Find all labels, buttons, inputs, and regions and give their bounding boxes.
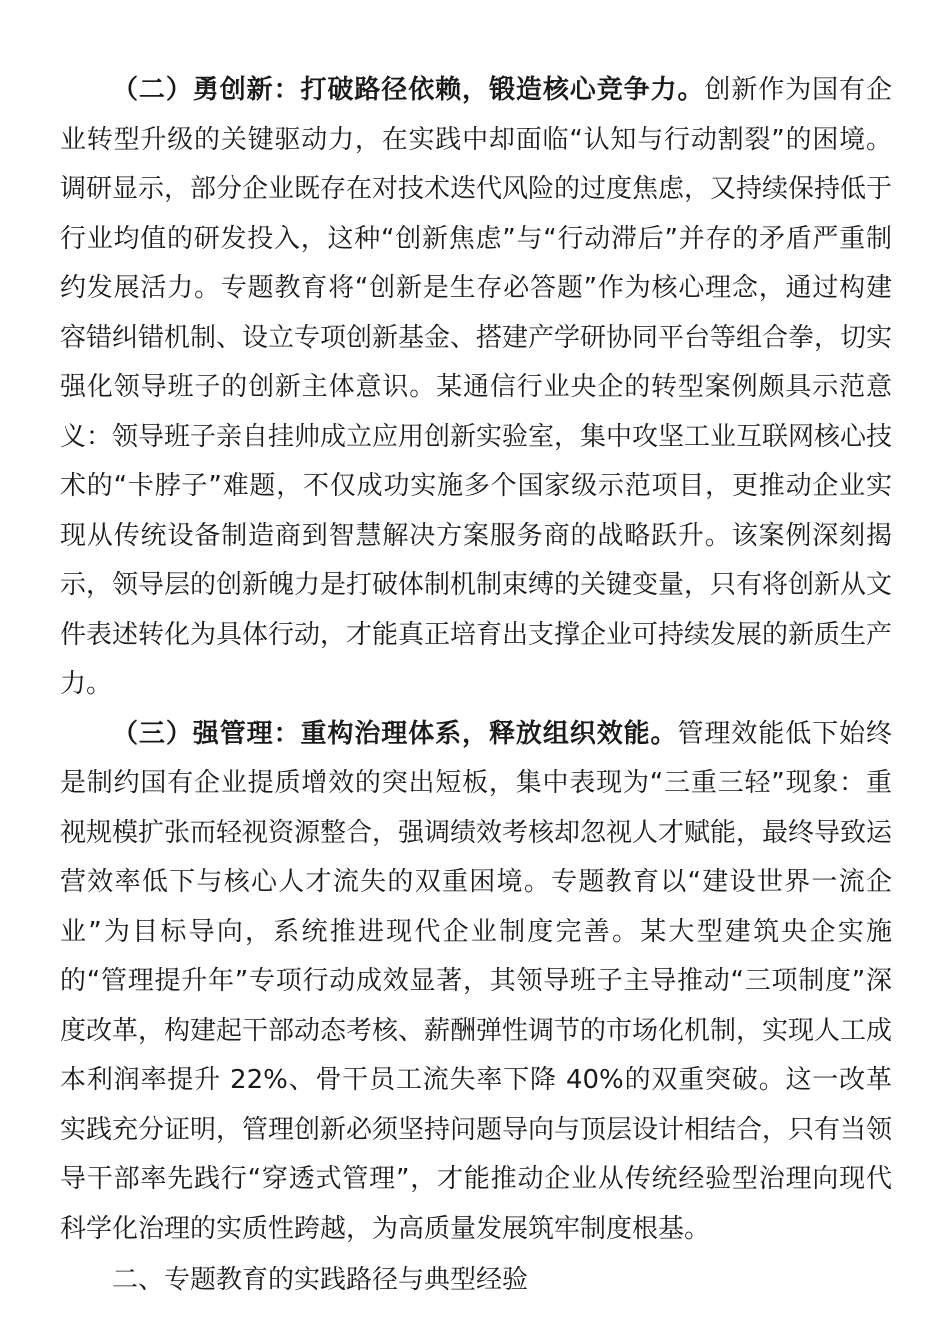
paragraph-innovation [60,66,892,710]
paragraph-body-management: 管理效能低下始终是制约国有企业提质增效的突出短板，集中表现为“三重三轻”现象：重视规模扩张而轻视资源整合，强调绩效考核却忽视人才赋能，最终导致运营效率低下与核心人才流失的双重困境。专题教育以“建设世界一流企业”为目标导向，系统推进现代企业制度完善。某大型建筑央企实施的“管理提升年”专项行动成效显著，其领导班子主导推动“三项制度”深度改革，构建起干部动态考核、薪酬弹性调节的市场化机制，实现人工成本利润率提升 22%、骨干员工流失率下降 40%的双重突破。这一改革实践充分证明，管理创新必须坚持问题导向与顶层设计相结合，只有当领导干部率先践行“穿透式管理”，才能推动企业从传统经验型治理向现代科学化治理的实质性跨越，为高质量发展筑牢制度根基。 [60,718,893,1244]
section-heading: 二、专题教育的实践路径与典型经验 [112,1265,529,1295]
paragraph-heading-innovation: （二）勇创新：打破路径依赖，锻造核心竞争力。 [112,75,705,105]
paragraph-heading-management: （三）强管理：重构治理体系，释放组织效能。 [112,718,678,749]
document-body [60,66,892,1306]
paragraph-management [60,710,892,1255]
paragraph-body-innovation: 创新作为国有企业转型升级的关键驱动力，在实践中却面临“认知与行动割裂”的困境。调研显示，部分企业既存在对技术迭代风险的过度焦虑，又持续保持低于行业均值的研发投入，这种“创新焦虑”与“行动滞后”并存的矛盾严重制约发展活力。专题教育将“创新是生存必答题”作为核心理念，通过构建容错纠错机制、设立专项创新基金、搭建产学研协同平台等组合拳，切实强化领导班子的创新主体意识。某通信行业央企的转型案例颇具示范意义：领导班子亲自挂帅成立应用创新实验室，集中攻坚工业互联网核心技术的“卡脖子”难题，不仅成功实施多个国家级示范项目，更推动企业实现从传统设备制造商到智慧解决方案服务商的战略跃升。该案例深刻揭示，领导层的创新魄力是打破体制机制束缚的关键变量，只有将创新从文件表述转化为具体行动，才能真正培育出支撑企业可持续发展的新质生产力。 [60,75,893,699]
